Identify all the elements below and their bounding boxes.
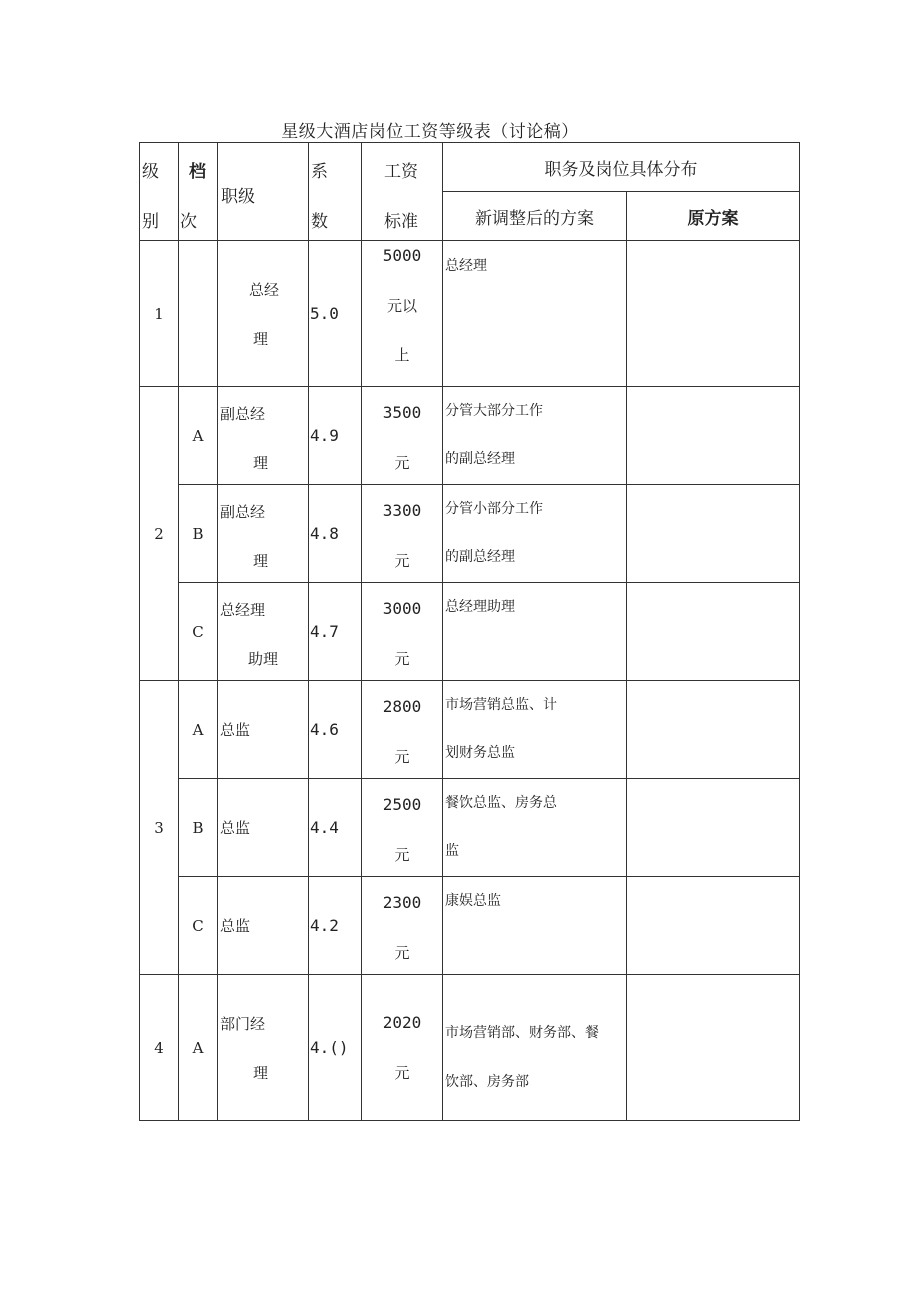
position-line: 理 bbox=[253, 330, 269, 348]
header-new-plan bbox=[443, 192, 627, 241]
header-coefficient-bottom: 数 bbox=[311, 212, 328, 232]
coefficient-value: 4.4 bbox=[310, 818, 339, 837]
level-value: 3 bbox=[154, 818, 164, 837]
salary-cell bbox=[362, 681, 443, 779]
salary-cell bbox=[362, 387, 443, 485]
new-plan-cell bbox=[443, 877, 627, 975]
grade-value: C bbox=[192, 916, 204, 935]
salary-cell bbox=[362, 485, 443, 583]
position-line: 总经理 bbox=[220, 601, 266, 619]
coefficient-value: 4.8 bbox=[310, 524, 339, 543]
coefficient-cell bbox=[309, 583, 362, 681]
salary-cell bbox=[362, 241, 443, 387]
coefficient-cell bbox=[309, 387, 362, 485]
position-line: 总监 bbox=[220, 819, 251, 837]
table-row bbox=[140, 681, 800, 779]
header-salary-top: 工资 bbox=[384, 162, 418, 182]
grade-value: C bbox=[192, 622, 204, 641]
salary-unit: 元 bbox=[394, 552, 410, 570]
new-plan-line: 划财务总监 bbox=[445, 745, 515, 761]
position-line: 理 bbox=[253, 454, 269, 472]
level-cell bbox=[140, 241, 179, 387]
old-plan-cell bbox=[627, 975, 800, 1121]
new-plan-cell bbox=[443, 387, 627, 485]
salary-amount: 2800 bbox=[382, 697, 422, 716]
header-level bbox=[140, 143, 179, 241]
header-distribution-label: 职务及岗位具体分布 bbox=[544, 159, 698, 180]
old-plan-cell bbox=[627, 681, 800, 779]
salary-unit: 元 bbox=[394, 944, 410, 962]
new-plan-line: 的副总经理 bbox=[445, 451, 515, 467]
salary-unit: 元 bbox=[394, 650, 410, 668]
grade-value: A bbox=[192, 720, 204, 739]
new-plan-cell bbox=[443, 583, 627, 681]
old-plan-cell bbox=[627, 241, 800, 387]
header-position-label: 职级 bbox=[221, 187, 255, 207]
new-plan-cell bbox=[443, 485, 627, 583]
salary-unit: 元 bbox=[394, 1064, 410, 1082]
header-grade-bottom: 次 bbox=[180, 212, 197, 232]
salary-amount: 5000 bbox=[382, 246, 422, 265]
salary-unit: 上 bbox=[394, 346, 410, 364]
position-line: 副总经 bbox=[220, 405, 266, 423]
new-plan-line: 市场营销部、财务部、餐 bbox=[445, 1025, 599, 1041]
level-value: 2 bbox=[154, 524, 164, 543]
position-cell bbox=[218, 975, 309, 1121]
table-row bbox=[140, 387, 800, 485]
salary-unit: 元 bbox=[394, 846, 410, 864]
header-coefficient-top: 系 bbox=[311, 162, 328, 182]
salary-amount: 2300 bbox=[382, 893, 422, 912]
grade-value: B bbox=[192, 524, 204, 543]
salary-grade-table bbox=[139, 142, 800, 1121]
table-row bbox=[140, 877, 800, 975]
position-line: 理 bbox=[253, 1064, 269, 1082]
position-line: 理 bbox=[253, 552, 269, 570]
grade-cell bbox=[179, 485, 218, 583]
header-grade-top: 档 bbox=[189, 162, 206, 182]
coefficient-cell bbox=[309, 877, 362, 975]
position-line: 助理 bbox=[248, 650, 279, 668]
coefficient-value: 4.6 bbox=[310, 720, 339, 739]
coefficient-cell bbox=[309, 681, 362, 779]
header-old-plan-label: 原方案 bbox=[687, 208, 739, 229]
level-cell bbox=[140, 387, 179, 681]
grade-cell bbox=[179, 387, 218, 485]
position-cell bbox=[218, 779, 309, 877]
position-cell bbox=[218, 877, 309, 975]
old-plan-cell bbox=[627, 877, 800, 975]
salary-amount: 2020 bbox=[382, 1013, 422, 1032]
salary-cell bbox=[362, 877, 443, 975]
position-cell bbox=[218, 387, 309, 485]
grade-value: B bbox=[192, 818, 204, 837]
new-plan-line: 的副总经理 bbox=[445, 549, 515, 565]
header-salary bbox=[362, 143, 443, 241]
header-salary-bottom: 标准 bbox=[384, 212, 418, 232]
position-cell bbox=[218, 583, 309, 681]
old-plan-cell bbox=[627, 387, 800, 485]
position-line: 部门经 bbox=[220, 1015, 266, 1033]
header-old-plan bbox=[627, 192, 800, 241]
header-distribution bbox=[443, 143, 800, 192]
header-coefficient bbox=[309, 143, 362, 241]
salary-amount: 3500 bbox=[382, 403, 422, 422]
new-plan-line: 餐饮总监、房务总 bbox=[445, 795, 557, 811]
header-grade bbox=[179, 143, 218, 241]
new-plan-cell bbox=[443, 681, 627, 779]
header-level-bottom: 别 bbox=[142, 212, 159, 232]
new-plan-line: 总经理助理 bbox=[445, 599, 515, 615]
old-plan-cell bbox=[627, 485, 800, 583]
position-cell bbox=[218, 241, 309, 387]
coefficient-value: 4.7 bbox=[310, 622, 339, 641]
salary-cell bbox=[362, 975, 443, 1121]
new-plan-line: 分管大部分工作 bbox=[445, 403, 543, 419]
new-plan-line: 饮部、房务部 bbox=[445, 1074, 529, 1090]
position-line: 总监 bbox=[220, 721, 251, 739]
header-new-plan-label: 新调整后的方案 bbox=[475, 208, 594, 229]
position-cell bbox=[218, 681, 309, 779]
grade-cell bbox=[179, 583, 218, 681]
table-row bbox=[140, 975, 800, 1121]
position-line: 副总经 bbox=[220, 503, 266, 521]
grade-value: A bbox=[192, 1038, 204, 1057]
level-value: 1 bbox=[154, 304, 164, 323]
coefficient-value: 4.() bbox=[310, 1038, 349, 1057]
new-plan-line: 总经理 bbox=[445, 258, 487, 274]
salary-unit: 元 bbox=[394, 454, 410, 472]
coefficient-cell bbox=[309, 779, 362, 877]
coefficient-value: 4.2 bbox=[310, 916, 339, 935]
salary-amount: 2500 bbox=[382, 795, 422, 814]
new-plan-line: 市场营销总监、计 bbox=[445, 697, 557, 713]
old-plan-cell bbox=[627, 583, 800, 681]
new-plan-line: 康娱总监 bbox=[445, 893, 501, 909]
salary-amount: 3000 bbox=[382, 599, 422, 618]
grade-cell bbox=[179, 241, 218, 387]
new-plan-cell bbox=[443, 779, 627, 877]
coefficient-cell bbox=[309, 975, 362, 1121]
salary-amount: 3300 bbox=[382, 501, 422, 520]
position-line: 总监 bbox=[220, 917, 251, 935]
salary-unit: 元 bbox=[394, 748, 410, 766]
new-plan-cell bbox=[443, 975, 627, 1121]
grade-cell bbox=[179, 681, 218, 779]
new-plan-cell bbox=[443, 241, 627, 387]
table-row bbox=[140, 485, 800, 583]
position-cell bbox=[218, 485, 309, 583]
level-cell bbox=[140, 681, 179, 975]
salary-cell bbox=[362, 583, 443, 681]
coefficient-value: 4.9 bbox=[310, 426, 339, 445]
coefficient-cell bbox=[309, 485, 362, 583]
header-level-top: 级 bbox=[142, 162, 159, 182]
level-cell bbox=[140, 975, 179, 1121]
table-row bbox=[140, 583, 800, 681]
position-line: 总经 bbox=[249, 281, 280, 299]
grade-cell bbox=[179, 779, 218, 877]
new-plan-line: 分管小部分工作 bbox=[445, 501, 543, 517]
document-title: 星级大酒店岗位工资等级表（讨论稿） bbox=[281, 122, 579, 142]
grade-value: A bbox=[192, 426, 204, 445]
header-position bbox=[218, 143, 309, 241]
table-row bbox=[140, 241, 800, 387]
salary-unit: 元以 bbox=[386, 297, 417, 315]
table-row bbox=[140, 779, 800, 877]
salary-cell bbox=[362, 779, 443, 877]
coefficient-value: 5.0 bbox=[310, 304, 339, 323]
new-plan-line: 监 bbox=[445, 843, 459, 859]
coefficient-cell bbox=[309, 241, 362, 387]
grade-cell bbox=[179, 975, 218, 1121]
grade-cell bbox=[179, 877, 218, 975]
old-plan-cell bbox=[627, 779, 800, 877]
level-value: 4 bbox=[154, 1038, 164, 1057]
